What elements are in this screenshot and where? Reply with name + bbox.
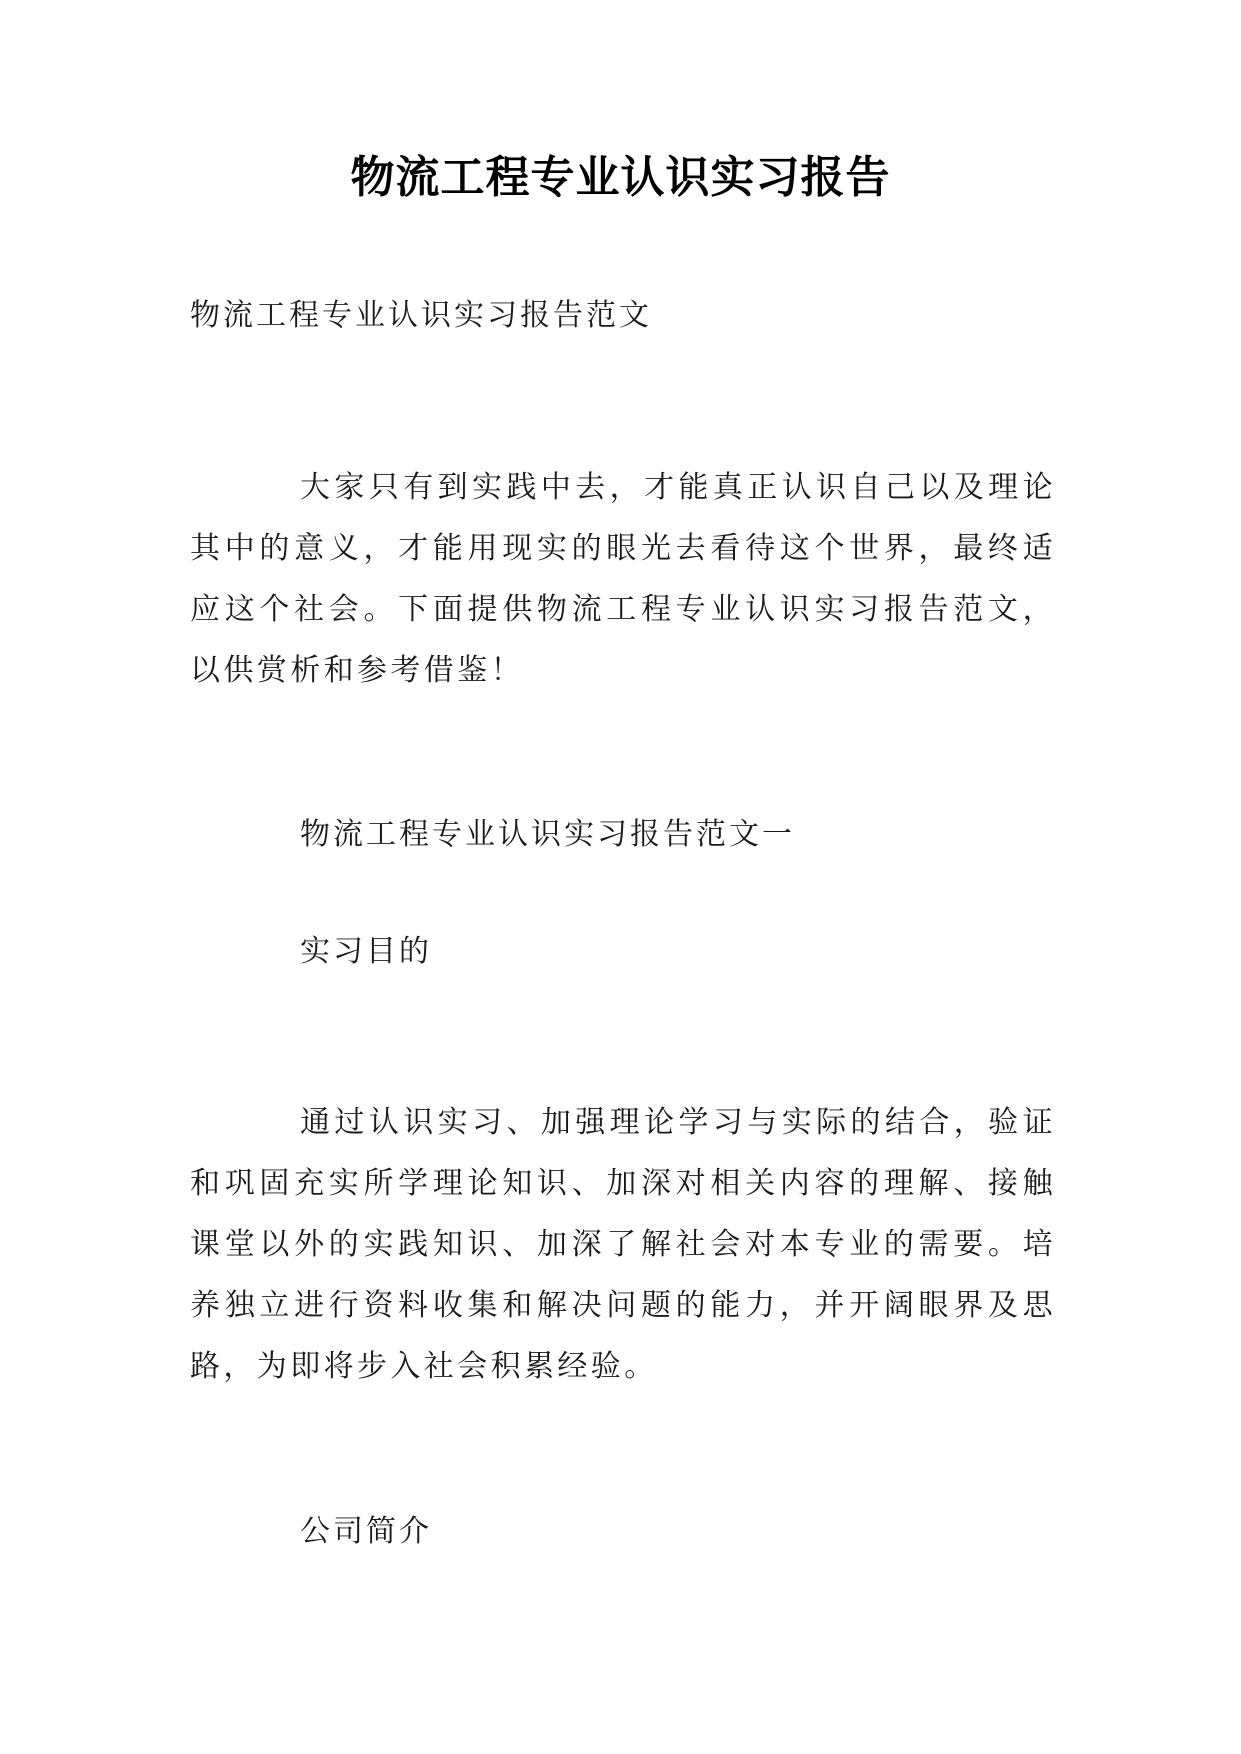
document-title: 物流工程专业认识实习报告 xyxy=(350,152,891,203)
company-heading: 公司简介 xyxy=(300,1514,432,1549)
purpose-paragraph: 通过认识实习、加强理论学习与实际的结合，验证和巩固充实所学理论知识、加深对相关内容的理解、接触课堂以外的实践知识、加深了解社会对本专业的需要。培养独立进行资料收集和解决问题的能力，并开阔眼界及思路，为即将步入社会积累经验。 xyxy=(190,1105,1056,1384)
purpose-heading: 实习目的 xyxy=(300,934,432,969)
document-subtitle: 物流工程专业认识实习报告范文 xyxy=(190,298,652,333)
section-heading: 物流工程专业认识实习报告范文一 xyxy=(300,817,795,852)
intro-paragraph: 大家只有到实践中去，才能真正认识自己以及理论其中的意义，才能用现实的眼光去看待这个世界，最终适应这个社会。下面提供物流工程专业认识实习报告范文，以供赏析和参考借鉴！ xyxy=(190,470,1056,688)
